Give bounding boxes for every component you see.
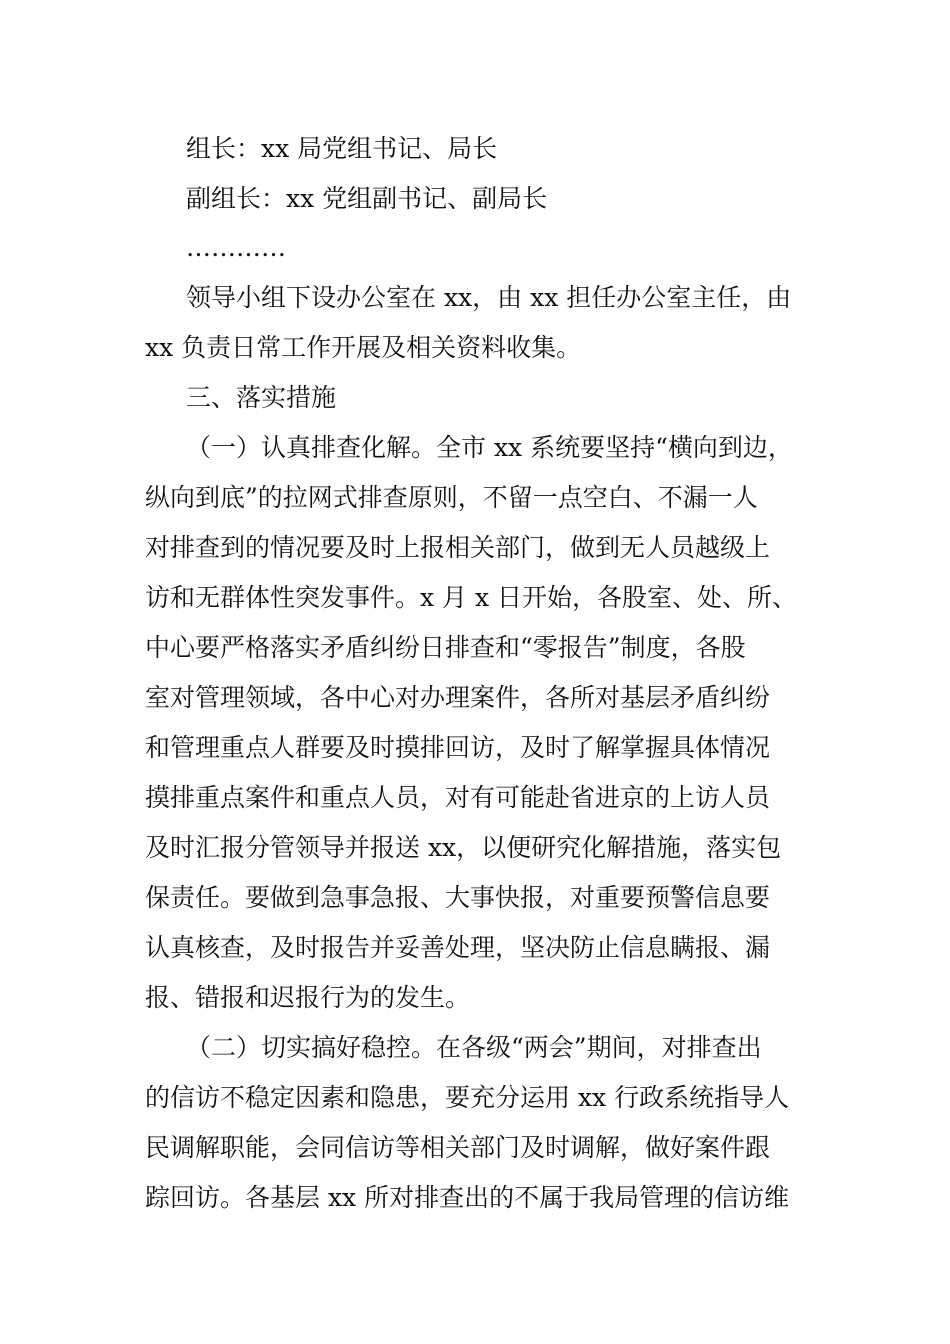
text-line-para2-3: 民调解职能，会同信访等相关部门及时调解，做好案件跟 <box>145 1133 771 1162</box>
text-line-office-2: xx 负责日常工作开展及相关资料收集。 <box>145 333 582 362</box>
text-line-para1-4: 访和无群体性突发事件。x 月 x 日开始，各股室、处、所、 <box>145 583 798 612</box>
text-line-para1-1: （一）认真排查化解。全市 xx 系统要坚持“横向到边， <box>186 433 793 462</box>
text-line-deputy-leader: 副组长：xx 党组副书记、副局长 <box>186 184 548 213</box>
text-line-para1-9: 及时汇报分管领导并报送 xx，以便研究化解措施，落实包 <box>145 833 782 862</box>
text-line-office-1: 领导小组下设办公室在 xx，由 xx 担任办公室主任，由 <box>186 283 792 312</box>
text-line-para1-8: 摸排重点案件和重点人员，对有可能赴省进京的上访人员 <box>145 783 771 812</box>
text-line-para2-4: 踪回访。各基层 xx 所对排查出的不属于我局管理的信访维 <box>145 1183 790 1212</box>
text-line-para1-12: 报、错报和迟报行为的发生。 <box>145 983 471 1012</box>
text-line-para1-7: 和管理重点人群要及时摸排回访，及时了解掌握具体情况 <box>145 733 771 762</box>
section-heading-measures: 三、落实措施 <box>186 383 337 412</box>
text-line-para2-1: （二）切实搞好稳控。在各级“两会”期间，对排查出 <box>186 1033 762 1062</box>
text-line-para1-2: 纵向到底”的拉网式排查原则，不留一点空白、不漏一人 <box>145 483 758 512</box>
text-line-para2-2: 的信访不稳定因素和隐患，要充分运用 xx 行政系统指导人 <box>145 1083 790 1112</box>
text-line-para1-10: 保责任。要做到急事急报、大事快报，对重要预警信息要 <box>145 883 771 912</box>
text-line-leader: 组长：xx 局党组书记、局长 <box>186 134 498 163</box>
text-line-para1-11: 认真核查，及时报告并妥善处理，坚决防止信息瞒报、漏 <box>145 933 771 962</box>
text-line-para1-6: 室对管理领域，各中心对办理案件，各所对基层矛盾纠纷 <box>145 683 771 712</box>
text-line-ellipsis: ………… <box>186 233 286 262</box>
text-line-para1-5: 中心要严格落实矛盾纠纷日排查和“零报告”制度，各股 <box>145 633 746 662</box>
text-line-para1-3: 对排查到的情况要及时上报相关部门，做到无人员越级上 <box>145 533 771 562</box>
